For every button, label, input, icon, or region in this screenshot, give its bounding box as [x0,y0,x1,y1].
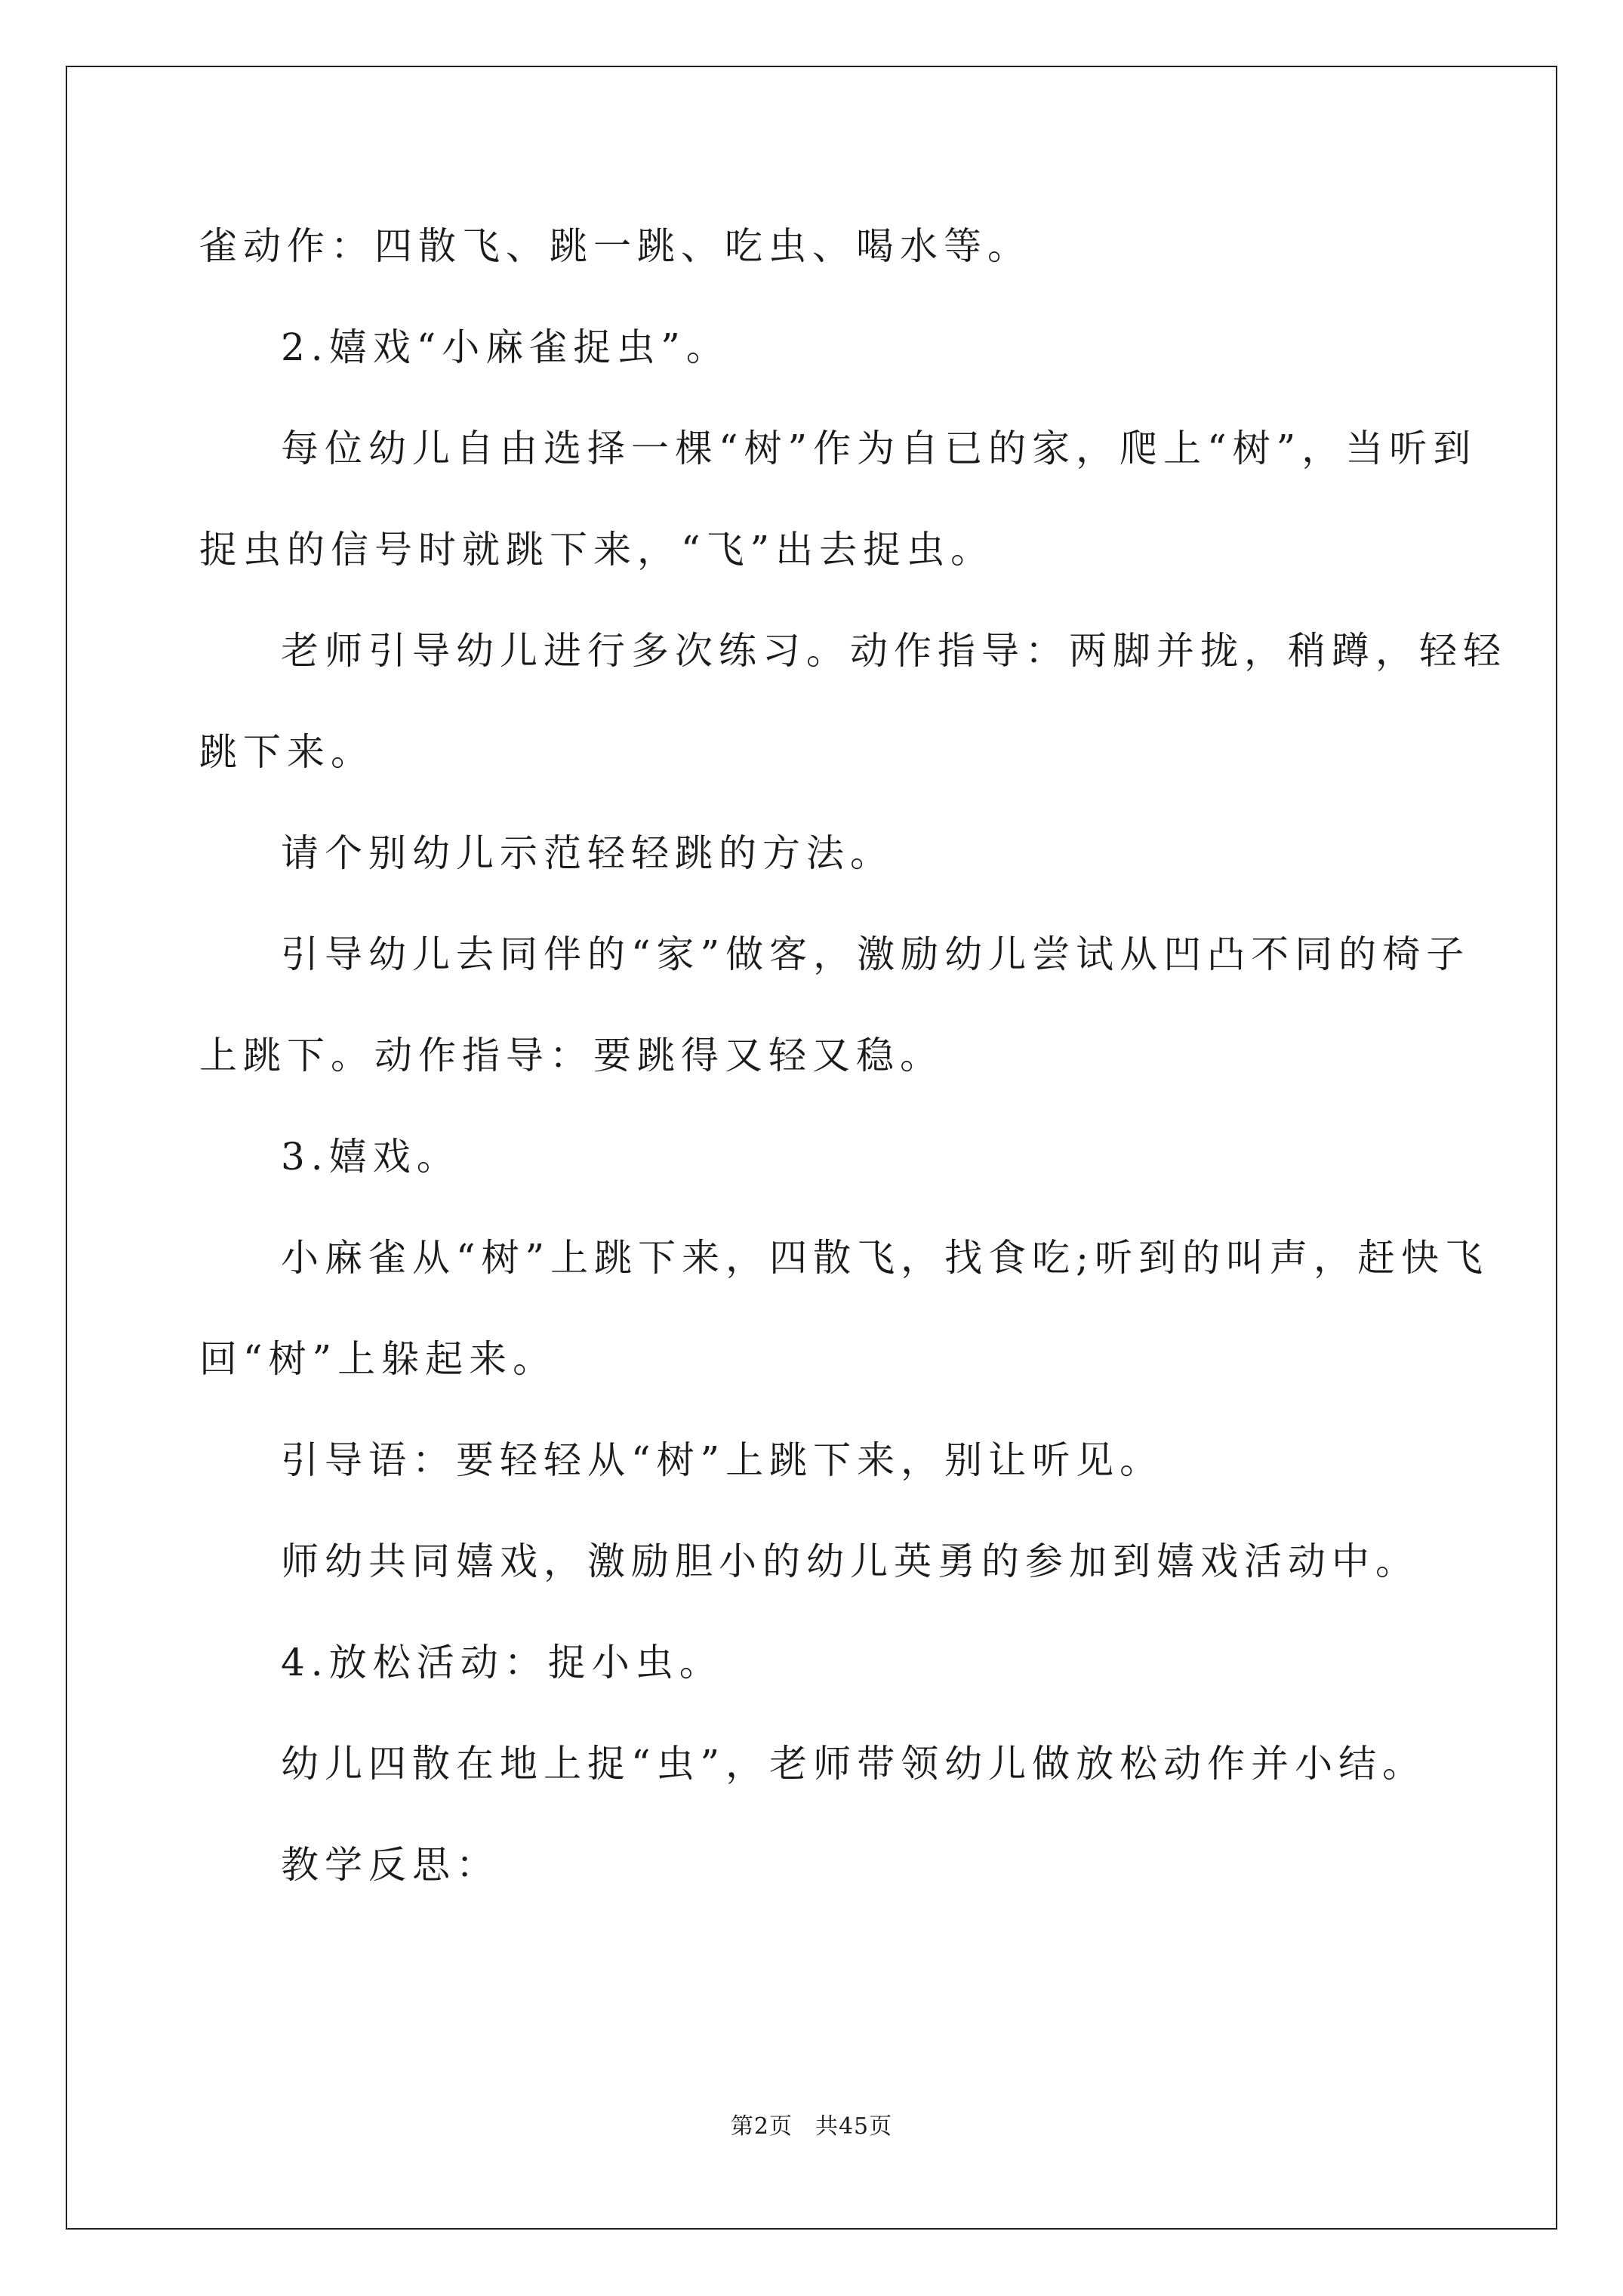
paragraph-line: 师幼共同嬉戏，激励胆小的幼儿英勇的参加到嬉戏活动中。 [281,1539,1419,1583]
paragraph-line: 老师引导幼儿进行多次练习。动作指导：两脚并拢，稍蹲，轻轻 [281,629,1507,673]
paragraph-line: 回“树”上躲起来。 [199,1337,557,1381]
paragraph-line: 每位幼儿自由选择一棵“树”作为自已的家，爬上“树”，当听到 [281,427,1477,470]
paragraph-line: 教学反思： [281,1843,500,1887]
page-number-footer [0,2112,1623,2142]
paragraph-line: 引导语：要轻轻从“树”上跳下来，别让听见。 [281,1438,1164,1482]
paragraph-line: 幼儿四散在地上捉“虫”，老师带领幼儿做放松动作并小结。 [281,1742,1427,1786]
paragraph-line: 小麻雀从“树”上跳下来，四散飞，找食吃;听到的叫声，赶快飞 [281,1236,1489,1280]
paragraph-line: 雀动作：四散飞、跳一跳、吃虫、喝水等。 [199,224,1031,268]
paragraph-line: 4.放松活动：捉小虫。 [281,1641,723,1684]
paragraph-line: 跳下来。 [199,730,374,774]
paragraph-line: 3.嬉戏。 [281,1135,460,1179]
paragraph-line: 捉虫的信号时就跳下来，“飞”出去捉虫。 [199,528,995,572]
paragraph-line: 2.嬉戏“小麻雀捉虫”。 [281,325,730,369]
current-page-label: 第2页 [730,2113,793,2140]
total-pages-label: 共45页 [815,2113,893,2140]
paragraph-line: 请个别幼儿示范轻轻跳的方法。 [281,831,894,875]
paragraph-line: 上跳下。动作指导：要跳得又轻又稳。 [199,1034,944,1077]
paragraph-line: 引导幼儿去同伴的“家”做客，激励幼儿尝试从凹凸不同的椅子 [281,932,1471,976]
